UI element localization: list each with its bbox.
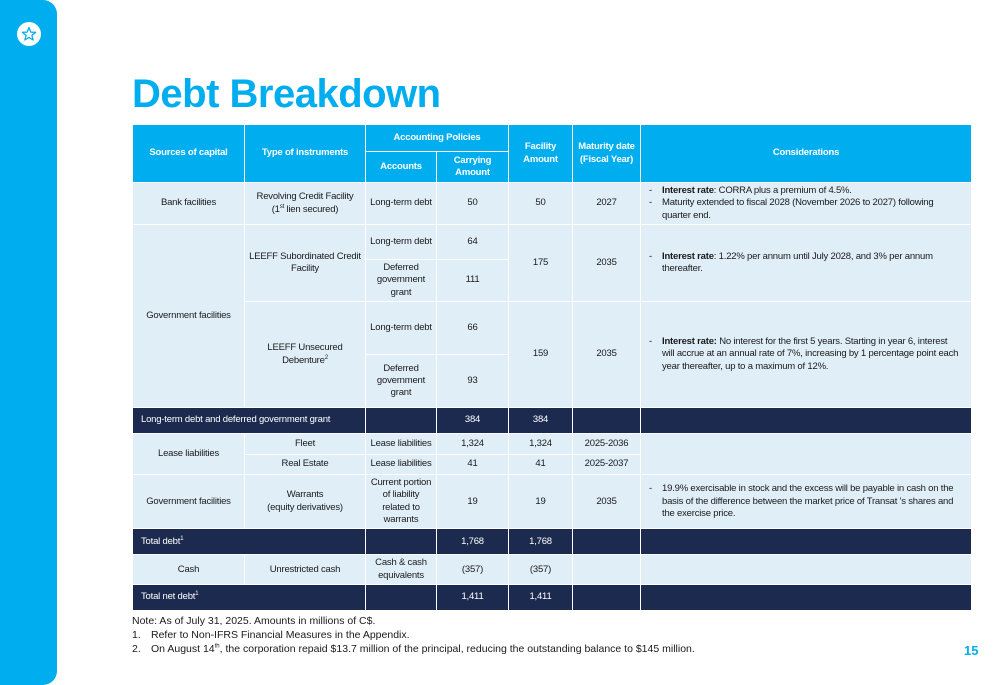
type-cell xyxy=(245,183,366,225)
header-accounts: Accounts xyxy=(366,152,437,183)
considerations-text: 19.9% exercisable in stock and the excess will be payable in cash on the basis of the difference between the market price of Transat 's shares and the exercise price. xyxy=(662,483,954,519)
note-number: 1. xyxy=(132,629,141,641)
header-maturity-date: Maturity date (Fiscal Year) xyxy=(573,125,641,183)
empty-cell xyxy=(641,529,972,555)
facility-cell: 19 xyxy=(509,475,573,529)
table-row xyxy=(133,555,972,585)
note-main: Note: As of July 31, 2025. Amounts in millions of C$. xyxy=(132,615,376,627)
type-line: Warrants xyxy=(286,489,324,501)
note-number: 2. xyxy=(132,643,141,655)
considerations-text: Maturity extended to fiscal 2028 (November 2026 to 2027) following quarter end. xyxy=(662,197,934,221)
type-line: (1 xyxy=(271,203,280,215)
carrying-cell: (357) xyxy=(437,555,509,585)
note-1 xyxy=(132,628,695,642)
considerations-cell: - Interest rate: No interest for the first 5 years. Starting in year 6, interest will accrue at an annual rate of 7%, increasing by 1 percentage point each year thereafter, up to a maximum of 12%. xyxy=(641,302,972,408)
maturity-cell: 2035 xyxy=(573,302,641,408)
note-text: , the corporation repaid $13.7 million of the principal, reducing the outstanding balance to $145 million. xyxy=(219,643,695,655)
considerations-label: Interest rate: xyxy=(662,336,717,348)
considerations-cell: - Interest rate: CORRA plus a premium of 4.5%. - Maturity extended to fiscal 2028 (November 2026 to 2027) following quarter end. xyxy=(641,183,972,225)
considerations-cell: - 19.9% exercisable in stock and the excess will be payable in cash on the basis of the difference between the market price of Transat 's shares and the exercise price. xyxy=(641,475,972,529)
facility-cell: 159 xyxy=(509,302,573,408)
total-label-text: Total net debt xyxy=(141,591,196,603)
footnotes xyxy=(132,614,695,656)
source-cell: Government facilities xyxy=(133,225,245,408)
considerations-label: Interest rate xyxy=(662,250,714,262)
type-cell xyxy=(245,475,366,529)
table-row xyxy=(133,475,972,529)
total-debt-label xyxy=(133,529,366,555)
superscript: 2 xyxy=(324,354,328,361)
maturity-cell: 2025-2036 xyxy=(573,434,641,455)
maturity-cell: 2035 xyxy=(573,225,641,302)
empty-cell xyxy=(573,408,641,434)
header-type: Type of instruments xyxy=(245,125,366,183)
type-line: lien secured) xyxy=(284,203,339,215)
carrying-cell: 1,768 xyxy=(437,529,509,555)
maturity-cell: 2025-2037 xyxy=(573,455,641,475)
header-carrying-amount: Carrying Amount xyxy=(437,152,509,183)
source-cell: Cash xyxy=(133,555,245,585)
type-cell: Real Estate xyxy=(245,455,366,475)
type-line: Revolving Credit Facility xyxy=(256,191,354,203)
carrying-cell: 384 xyxy=(437,408,509,434)
carrying-cell: 1,324 xyxy=(437,434,509,455)
type-cell: Fleet xyxy=(245,434,366,455)
facility-cell: 50 xyxy=(509,183,573,225)
facility-cell: 1,411 xyxy=(509,585,573,611)
subtotal-label: Long-term debt and deferred government grant xyxy=(133,408,366,434)
account-cell: Current portion of liability related to warrants xyxy=(366,475,437,529)
source-cell: Lease liabilities xyxy=(133,434,245,475)
source-cell: Bank facilities xyxy=(133,183,245,225)
type-line: (equity derivatives) xyxy=(267,501,343,513)
star-logo-icon xyxy=(17,22,41,46)
empty-cell xyxy=(573,529,641,555)
superscript: 1 xyxy=(195,591,199,598)
superscript: 1 xyxy=(180,535,184,542)
carrying-cell: 93 xyxy=(437,355,509,408)
considerations-cell: - Interest rate: 1.22% per annum until July 2028, and 3% per annum thereafter. xyxy=(641,225,972,302)
header-considerations: Considerations xyxy=(641,125,972,183)
maturity-cell: 2035 xyxy=(573,475,641,529)
carrying-cell: 41 xyxy=(437,455,509,475)
facility-cell: 175 xyxy=(509,225,573,302)
page-number: 15 xyxy=(964,643,979,658)
account-cell: Lease liabilities xyxy=(366,455,437,475)
carrying-cell: 66 xyxy=(437,302,509,355)
carrying-cell: 50 xyxy=(437,183,509,225)
carrying-cell: 19 xyxy=(437,475,509,529)
note-text: Refer to Non-IFRS Financial Measures in the Appendix. xyxy=(151,629,410,641)
maturity-cell: 2027 xyxy=(573,183,641,225)
empty-cell xyxy=(573,555,641,585)
source-cell: Government facilities xyxy=(133,475,245,529)
note-text: On August 14 xyxy=(151,643,215,655)
type-cell: Unrestricted cash xyxy=(245,555,366,585)
account-cell: Long-term debt xyxy=(366,183,437,225)
empty-cell xyxy=(366,585,437,611)
facility-cell: (357) xyxy=(509,555,573,585)
considerations-text: : CORRA plus a premium of 4.5%. xyxy=(713,185,852,196)
superscript: th xyxy=(214,643,220,650)
type-cell: LEEFF Subordinated Credit Facility xyxy=(245,225,366,302)
total-net-debt-row xyxy=(133,585,972,611)
note-2 xyxy=(132,642,695,656)
facility-cell: 1,324 xyxy=(509,434,573,455)
carrying-cell: 64 xyxy=(437,225,509,260)
side-band xyxy=(0,0,57,685)
account-cell: Long-term debt xyxy=(366,225,437,260)
type-line: LEEFF Unsecured Debenture xyxy=(267,342,343,366)
account-cell: Long-term debt xyxy=(366,302,437,355)
table-row xyxy=(133,302,972,355)
superscript: st xyxy=(279,203,285,210)
empty-cell xyxy=(366,529,437,555)
debt-table xyxy=(132,124,972,611)
page-title: Debt Breakdown xyxy=(132,72,441,116)
table-row xyxy=(133,434,972,455)
total-net-debt-label xyxy=(133,585,366,611)
account-cell: Cash & cash equivalents xyxy=(366,555,437,585)
considerations-label: Interest rate xyxy=(662,185,714,196)
subtotal-row xyxy=(133,408,972,434)
empty-cell xyxy=(641,434,972,475)
facility-cell: 384 xyxy=(509,408,573,434)
facility-cell: 41 xyxy=(509,455,573,475)
type-cell xyxy=(245,302,366,408)
carrying-cell: 111 xyxy=(437,260,509,302)
empty-cell xyxy=(641,555,972,585)
header-accounting-policies: Accounting Policies xyxy=(366,125,509,152)
considerations-text: No interest for the first 5 years. Starting in year 6, interest will accrue at an annual rate of 7%, increasing by 1 percentage point each year thereafter, up to a maximum of 12%. xyxy=(662,336,959,372)
header-sources: Sources of capital xyxy=(133,125,245,183)
carrying-cell: 1,411 xyxy=(437,585,509,611)
empty-cell xyxy=(641,408,972,434)
table-row xyxy=(133,183,972,225)
empty-cell xyxy=(366,408,437,434)
facility-cell: 1,768 xyxy=(509,529,573,555)
total-label-text: Total debt xyxy=(141,535,181,547)
considerations-text: : 1.22% per annum until July 2028, and 3% per annum thereafter. xyxy=(662,250,933,275)
total-debt-row xyxy=(133,529,972,555)
account-cell: Deferred government grant xyxy=(366,355,437,408)
account-cell: Deferred government grant xyxy=(366,260,437,302)
account-cell: Lease liabilities xyxy=(366,434,437,455)
header-facility-amount: Facility Amount xyxy=(509,125,573,183)
empty-cell xyxy=(573,585,641,611)
table-row xyxy=(133,225,972,260)
empty-cell xyxy=(641,585,972,611)
